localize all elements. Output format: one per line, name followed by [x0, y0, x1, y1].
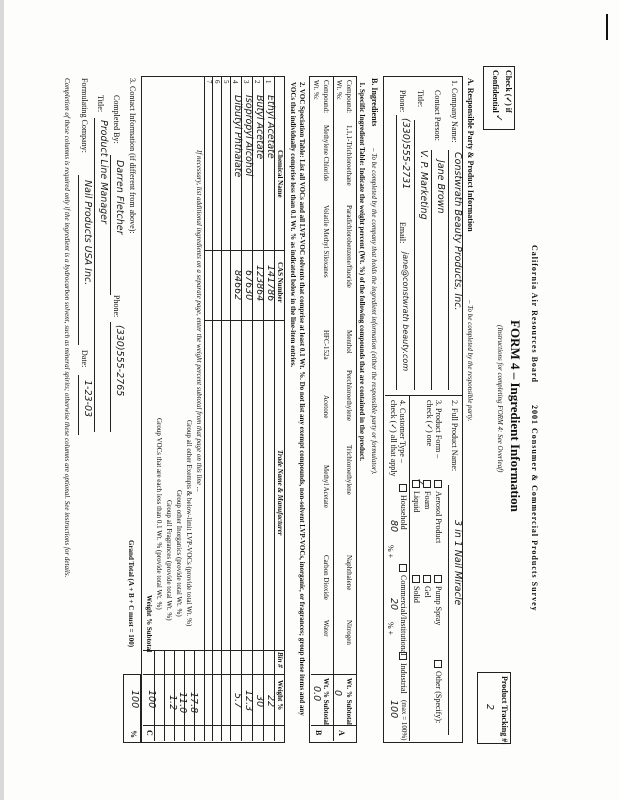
row-number: 3	[242, 80, 250, 84]
row-number: 2	[253, 80, 261, 84]
email-value[interactable]: jane@constwrath beauty.com	[401, 252, 410, 372]
col-cas-number: CAS Number	[276, 262, 284, 303]
checkbox-icon	[423, 575, 431, 583]
row-number: 7	[205, 80, 213, 84]
ingredient-cas[interactable]: 141786	[265, 265, 276, 302]
agency-name: California Air Resources Board	[530, 245, 539, 383]
group-fragrances-value[interactable]: 1.2	[167, 695, 178, 711]
customer-type-label: 4. Customer Type – check (✓) all that apply	[389, 400, 407, 477]
specific-table-label: 1. Specific Ingredient Table: Indicate the weight percent (Wt. %) of the following compounds that are contained in the product.	[358, 82, 366, 462]
date-value[interactable]: 1-23-03	[82, 380, 93, 418]
form-option-liquid[interactable]: Liquid	[412, 480, 421, 512]
letter-b: B	[314, 730, 323, 736]
wt-subtotal-label-b: Wt. % Subtotal	[322, 678, 330, 725]
product-tracking-value: 2	[484, 704, 495, 711]
ingredient-name[interactable]: Dibutyl Phthalate	[232, 95, 243, 178]
checkbox-icon	[412, 575, 420, 583]
rotated-form: California Air Resources Board 2001 Consumer & Commercial Products Survey FORM 4 – Ingredient Information (Instructions for completing FORM 4: See Overleaf) Check (✓) if Confidential ✓ Product Tracking #: 2 A. Responsible Party & Product Information – To be completed by the responsible party. 1. Company Name: Constwrath Beauty Products, Inc. Contact Person: Jane Brown Title: V. P. Marketing Phone: (330)555-2731 Email: jane@constwrath beauty.com 2. Full Product Name: 3 in 1 Nail Miracle 3. Product Form – check (✓) one Aerosol Product Pump Spray Other (Specify): Foam Gel Liquid ✓ Solid 4. Customer Type – check (✓) all that apply Household 80 % + Commercial/Institutional 20 % + Industrial (max = 100%) 100 B. Ingredients – To be completed by the company that holds the ingredient information (either the responsible party or formulator). 1. Specific Ingredient Table: Indicate the weight percent (Wt. %) of the following compounds that are contained in the product. Compound: Wt. %: Compound: Wt. %: 1,1,1-Trichloroethane Paradichlorobenzene/fluoride Menthol Perchloroethylene Trichloroethylene Naphthalene Nitrogen Methylene Chloride Volatile Methyl Siloxanes HFC-152a Acetone Methyl Acetate Carbon Dioxide Water Wt. % Subtotal 0 Wt. % Subtotal 0.0 A B 2. VOC Speciation Table: List all VOCs and all LVP-VOC solvents that comprise at least 0.1 Wt. %. Do not list any exempt compounds, non-solvent LVP-VOCs, inorganic, or fragrances; group these items and any VOCs that individually comprise less than 0.1 Wt. % as indicated below in the line-item entries. Chemical Name CAS Number Trade Name & Manufacturer Bin # Weight % 1 Ethyl Acetate 141786 22 2 Butyl Acetate 123864 30 3 Isopropyl Alcohol 67630 12.3 4 Dibutyl Phthalate 84662 5.7 5 6 7 If necessary, list additional ingredients on a separate page, enter the weight percent subtotal from that page on this line ... Group all other Exempts & below-limit LVP-VOCs (provide total Wt. %) 17.8 Group other Inorganics (provide total Wt. %) 11.0 Group all Fragrances (provide total Wt. %) 1.2 Group VOCs that are each less than 0.1 Wt. % (provide total Wt. %) Weight % Subtotal 100 C Grand Total (A + B + C must = 100) 100 % 3. Contact Information (if different from above): Completed By: Darren Fletcher Phone: (330)555-2765 Title: Product Line Manager Formulating Company: Nail Products USA Inc. Date: 1-23-03 Completion of these columns is required only if the ingredient is a hydrocarbon solvent, such as mineral spirits; otherwise these columns are optional. See instructions for details.	[0, 0, 619, 800]
col-bin: Bin #	[276, 652, 284, 668]
voc-speciation-label: 2. VOC Speciation Table: List all VOCs and all LVP-VOC solvents that comprise at least 0.1 Wt. %. Do not list any exempt compounds, non-solvent LVP-VOCs, inorganic, or fragrances; group these items and any VOCs that individually comprise less than 0.1 Wt. % as indicated below in the line-item entries.	[289, 82, 306, 716]
continuation-note: If necessary, list additional ingredients on a separate page, enter the weight percent subtotal from that page on this line ...	[195, 150, 203, 492]
letter-c: C	[145, 730, 154, 736]
wt-label-1: Wt. %:	[335, 80, 343, 100]
contact-person-value[interactable]: Jane Brown	[435, 160, 446, 214]
checkbox-icon	[399, 564, 407, 572]
compound-trichloroethane: 1,1,1-Trichloroethane	[345, 125, 353, 186]
completed-by-value[interactable]: Darren Fletcher	[114, 160, 125, 235]
section-a-heading: A. Responsible Party & Product Information	[466, 78, 475, 232]
group-inorganics-label: Group other Inorganics (provide total Wt. %)	[175, 490, 183, 617]
form-option-gel[interactable]: Gel	[423, 575, 432, 598]
row-number: 5	[222, 80, 230, 84]
ingredient-weight[interactable]: 30	[254, 695, 265, 708]
compound-carbon-dioxide: Carbon Dioxide	[322, 555, 330, 600]
formulating-company-value[interactable]: Nail Products USA Inc.	[82, 180, 93, 286]
compound-methyl-acetate: Methyl Acetate	[322, 465, 330, 508]
phone-value[interactable]: (330)555-2731	[400, 118, 411, 190]
compound-naphthalene: Naphthalene	[345, 555, 353, 591]
compound-label-2: Compound:	[322, 80, 330, 114]
compound-trichloroethylene: Trichloroethylene	[345, 445, 353, 495]
form-option-aerosol[interactable]: Aerosol Product	[434, 480, 443, 543]
subtotal-a-value[interactable]: 0	[332, 690, 343, 697]
contact-phone-value[interactable]: (330)555-2765	[114, 325, 125, 397]
ingredient-cas[interactable]: 123864	[254, 265, 265, 302]
ingredient-weight[interactable]: 12.3	[243, 690, 254, 712]
customer-commercial[interactable]: Commercial/Institutional	[399, 564, 408, 655]
weight-subtotal-c-label: Weight % Subtotal	[145, 595, 153, 653]
customer-industrial[interactable]: Industrial	[399, 652, 408, 694]
compound-label-1: Compound:	[345, 80, 353, 114]
completed-by-label: Completed By:	[112, 95, 121, 144]
survey-name: 2001 Consumer & Commercial Products Survey	[530, 405, 539, 612]
contact-phone-label: Phone:	[112, 295, 121, 318]
commercial-percent[interactable]: 20	[388, 598, 399, 611]
ingredient-name[interactable]: Butyl Acetate	[254, 95, 265, 160]
contact-title-label: Title:	[96, 95, 105, 113]
full-product-name-label: 2. Full Product Name:	[450, 400, 459, 472]
col-weight: Weight %	[276, 680, 284, 711]
compound-siloxanes: Volatile Methyl Siloxanes	[322, 205, 330, 278]
form-option-other[interactable]: Other (Specify):	[434, 660, 443, 723]
ingredient-name[interactable]: Ethyl Acetate	[265, 95, 276, 159]
contact-title-value[interactable]: Product Line Manager	[98, 120, 109, 224]
ingredient-weight[interactable]: 5.7	[232, 693, 243, 709]
compound-menthol: Menthol	[345, 330, 353, 354]
ingredient-weight[interactable]: 22	[265, 695, 276, 708]
compound-paradichlorobenzene: Paradichlorobenzene/fluoride	[345, 205, 353, 288]
customer-total[interactable]: 100	[388, 700, 399, 719]
contact-person-label: Contact Person:	[433, 90, 442, 141]
group-inorganics-value[interactable]: 11.0	[177, 692, 188, 714]
row-number: 1	[264, 80, 272, 84]
section-b-heading: B. Ingredients	[370, 78, 379, 127]
compound-hfc152a: HFC-152a	[322, 330, 330, 360]
letter-a: A	[337, 730, 346, 736]
checkbox-icon	[434, 480, 442, 488]
product-tracking-label: Product Tracking #:	[500, 676, 509, 745]
company-name-label: 1. Company Name:	[450, 80, 459, 143]
checkbox-icon	[399, 652, 407, 660]
product-form-label: 3. Product Form – check (✓) one	[425, 400, 443, 459]
liquid-check-mark: ✓	[414, 478, 425, 486]
form-subtitle: (Instructions for completing FORM 4: See Overleaf)	[496, 325, 504, 473]
form-title: FORM 4 – Ingredient Information	[508, 320, 523, 512]
section-b-note: – To be completed by the company that holds the ingredient information (either the responsible party or formulator).	[370, 148, 378, 475]
compound-nitrogen: Nitrogen	[345, 620, 353, 645]
group-fragrances-label: Group all Fragrances (provide total Wt. %)	[165, 500, 173, 621]
wt-label-2: Wt. %:	[312, 80, 320, 100]
col-chemical-name: Chemical Name	[276, 150, 284, 198]
checkbox-icon	[399, 484, 407, 492]
ingredient-cas[interactable]: 67630	[243, 270, 254, 301]
row-number: 4	[231, 80, 239, 84]
formulating-company-label: Formulating Company:	[80, 78, 89, 153]
group-exempts-label: Group all other Exempts & below-limit LVP-VOCs (provide total Wt. %)	[185, 420, 193, 627]
ingredient-name[interactable]: Isopropyl Alcohol	[243, 95, 254, 177]
compound-methylene-chloride: Methylene Chloride	[322, 125, 330, 182]
company-name-value[interactable]: Constwrath Beauty Products, Inc.	[452, 152, 463, 311]
subtotal-b-value[interactable]: 0.0	[311, 686, 322, 702]
title-value[interactable]: V. P. Marketing	[418, 150, 429, 220]
household-percent[interactable]: 80	[388, 520, 399, 533]
form-option-pump[interactable]: Pump Spray	[434, 575, 443, 625]
full-product-name-value[interactable]: 3 in 1 Nail Miracle	[452, 520, 463, 606]
date-label: Date:	[80, 350, 89, 368]
section-a-note: – To be completed by the responsible party.	[466, 300, 474, 422]
grand-total-label: Grand Total (A + B + C must = 100)	[127, 540, 135, 648]
checkbox-icon	[434, 660, 442, 668]
col-trade-name: Trade Name & Manufacturer	[276, 450, 284, 536]
row-number: 6	[213, 80, 221, 84]
compound-perchloroethylene: Perchloroethylene	[345, 370, 353, 421]
contact-info-heading: 3. Contact Information (if different from above):	[128, 78, 137, 234]
group-exempts-value[interactable]: 17.8	[188, 692, 199, 714]
title-label: Title:	[416, 90, 425, 108]
checkbox-icon	[434, 575, 442, 583]
confidential-label: Confidential	[491, 70, 500, 113]
subtotal-c-value[interactable]: 100	[146, 690, 157, 709]
confidential-check: ✓	[493, 114, 504, 122]
check-if-label: Check (✓) if	[504, 70, 513, 113]
compound-water: Water	[322, 620, 330, 637]
max-note: (max = 100%)	[400, 700, 408, 741]
email-label: Email:	[398, 222, 407, 244]
phone-label: Phone:	[398, 90, 407, 113]
ingredient-cas[interactable]: 84662	[232, 270, 243, 301]
compound-acetone: Acetone	[322, 395, 330, 419]
grand-total-value[interactable]: 100	[129, 690, 140, 709]
group-voc-label: Group VOCs that are each less than 0.1 Wt. % (provide total Wt. %)	[155, 418, 163, 610]
wt-subtotal-label-a: Wt. % Subtotal	[345, 678, 353, 725]
customer-household[interactable]: Household	[399, 484, 408, 530]
form-option-solid[interactable]: Solid	[412, 575, 421, 603]
form-option-foam[interactable]: Foam	[423, 480, 432, 509]
footnote: Completion of these columns is required only if the ingredient is a hydrocarbon solvent, such as mineral spirits; otherwise these columns are optional. See instructions for details.	[63, 78, 71, 578]
